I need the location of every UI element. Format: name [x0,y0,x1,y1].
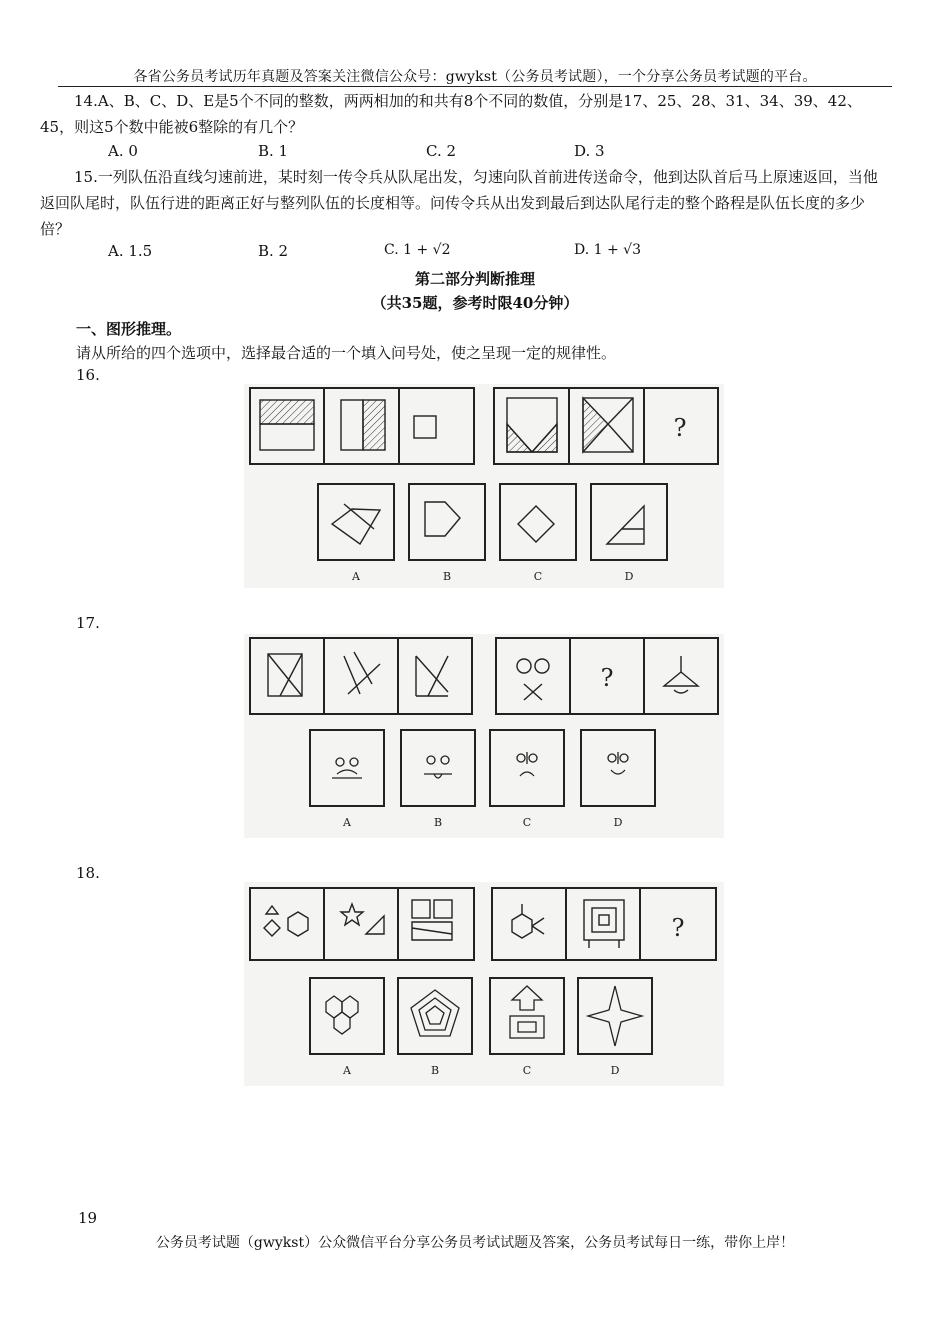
q16-number: 16. [76,366,100,384]
part-title: 第二部分判断推理 [414,270,535,288]
question-14-text: 14.A、B、C、D、E是5个不同的整数，两两相加的和共有8个不同的数值，分别是17、25、28、31、34、39、42、45，则这5个数中能被6整除的有几个？ [40,92,862,136]
page-number: 19 [78,1209,98,1227]
q17-question-mark: ? [600,664,614,692]
q16-figure [244,384,724,588]
q15-option-a: A. 1.5 [108,242,153,260]
q17-label-a: A [343,816,351,829]
q17-label-c: C [522,816,532,829]
q14-option-c: C. 2 [426,142,457,160]
q15-option-d: D. 1 + √3 [574,242,641,258]
q18-label-c: C [522,1064,532,1077]
q16-label-b: B [442,570,452,583]
q17-label-d: D [613,816,623,829]
q18-label-d: D [610,1064,620,1077]
question-15-text: 15.一列队伍沿直线匀速前进，某时刻一传令兵从队尾出发，匀速向队首前进传送命令，他到达队首后马上原速返回，当他返回队尾时，队伍行进的距离正好与整列队伍的长度相等。问传令兵从出发到最后到达队尾行走的整个路程是队伍长度的多少倍？ [40,168,878,238]
q14-option-b: B. 1 [258,142,289,160]
q17-figure [244,634,724,838]
q16-label-c: C [533,570,543,583]
q17-label-b: B [433,816,443,829]
instruction-text: 请从所给的四个选项中，选择最合适的一个填入问号处，使之呈现一定的规律性。 [76,344,617,362]
q16-label-d: D [624,570,634,583]
q18-label-b: B [430,1064,440,1077]
q16-question-mark: ? [673,414,687,442]
page-footer: 公务员考试题（gwykst）公众微信平台分享公务员考试试题及答案，公务员考试每日一练，带你上岸！ [155,1235,795,1251]
q18-label-a: A [343,1064,351,1077]
q18-figure [244,882,724,1086]
q18-number: 18. [76,864,100,882]
header-rule [58,86,892,87]
q15-option-b: B. 2 [258,242,289,260]
q17-number: 17. [76,614,100,632]
q16-label-a: A [352,570,360,583]
q18-question-mark: ? [671,914,685,942]
section-title: 一、图形推理。 [76,320,182,338]
q15-option-c: C. 1 + √2 [384,242,451,258]
part-subtitle: （共35题，参考时限40分钟） [371,294,579,312]
q14-option-a: A. 0 [108,142,138,160]
q14-option-d: D. 3 [574,142,605,160]
page-header: 各省公务员考试历年真题及答案关注微信公众号：gwykst（公务员考试题），一个分享公务员考试题的平台。 [133,69,817,85]
